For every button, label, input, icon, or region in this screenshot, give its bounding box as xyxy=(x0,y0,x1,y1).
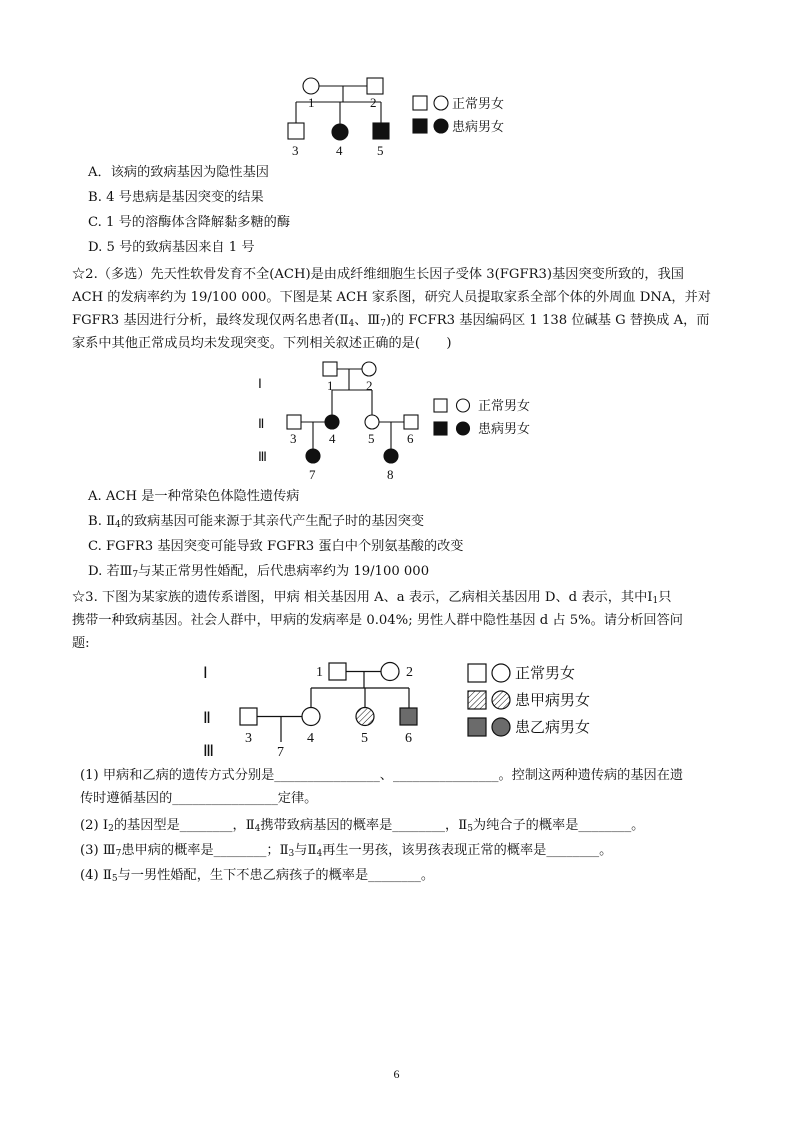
pedigree-2-gen-I: Ⅰ xyxy=(258,376,262,391)
q2-option-b-a: B. Ⅱ xyxy=(88,514,116,529)
q2-option-a: A. ACH 是一种常染色体隐性遗传病 xyxy=(88,489,300,504)
pedigree-2-label-3: 3 xyxy=(290,431,297,446)
legend-3-normal: 正常男女 xyxy=(515,666,576,682)
pedigree-3-label-7: 7 xyxy=(277,745,284,760)
q3-sub-3-d: 再生一男孩，该男孩表现正常的概率是________。 xyxy=(322,843,613,858)
pedigree-2-label-2: 2 xyxy=(366,378,373,393)
pedigree-2-label-6: 6 xyxy=(407,431,414,446)
pedigree-1-label-2: 2 xyxy=(370,95,377,110)
pedigree-1-label-4: 4 xyxy=(336,143,343,158)
q2-option-d-a: D. 若Ⅲ xyxy=(88,564,133,579)
pedigree-figure-2 xyxy=(250,356,550,486)
q3-sub-2-sub-1: 2 xyxy=(108,824,114,834)
pedigree-2-label-5: 5 xyxy=(368,431,375,446)
q3-sub-3-b: 患甲病的概率是________；Ⅱ xyxy=(121,843,289,858)
pedigree-2-gen-II: Ⅱ xyxy=(258,416,265,431)
q2-stem-line-3 xyxy=(72,309,732,332)
q3-sub-4-b: 与一男性婚配，生下不患乙病孩子的概率是________。 xyxy=(117,868,435,883)
legend-2-normal: 正常男女 xyxy=(478,398,531,413)
q3-sub-3-sub-2: 3 xyxy=(288,849,295,859)
q2-stem-line-1: ☆2.（多选）先天性软骨发育不全(ACH)是由成纤维细胞生长因子受体 3(FGFR3)基因突变所致的，我国 xyxy=(72,267,684,282)
pedigree-3-label-1: 1 xyxy=(316,665,323,680)
pedigree-3-gen-III: Ⅲ xyxy=(203,743,215,760)
q1-option-d: D. 5 号的致病基因来自 1 号 xyxy=(88,240,255,255)
q3-sub-3-a: (3) Ⅲ xyxy=(80,843,116,858)
q3-sub-1-line-2: 传时遵循基因的________________定律。 xyxy=(80,791,318,806)
q1-option-a: A．该病的致病基因为隐性基因 xyxy=(88,165,269,180)
pedigree-1-label-3: 3 xyxy=(292,143,299,158)
legend-affected: 患病男女 xyxy=(452,119,505,134)
pedigree-3-label-6: 6 xyxy=(405,731,412,746)
q1-option-b: B. 4 号患病是基因突变的结果 xyxy=(88,190,264,205)
q2-stem-sub-1: 4 xyxy=(348,319,355,329)
q2-stem-3c: )的 FCFR3 基因编码区 1 138 位碱基 G 替换成 A，而 xyxy=(385,313,710,328)
q3-sub-3-sub-1: 7 xyxy=(115,849,122,859)
pedigree-2-label-4: 4 xyxy=(329,431,336,446)
pedigree-2-label-7: 7 xyxy=(309,467,316,482)
q3-sub-4-a: (4) Ⅱ xyxy=(80,868,112,883)
legend-3-disease-a: 患甲病男女 xyxy=(515,693,591,709)
q2-stem-line-4: 家系中其他正常成员均未发现突变。下列相关叙述正确的是( ) xyxy=(72,336,452,351)
q3-sub-4-sub-1: 5 xyxy=(111,874,118,884)
q2-option-c: C. FGFR3 基因突变可能导致 FGFR3 蛋白中个别氨基酸的改变 xyxy=(88,539,464,554)
pedigree-1-label-1: 1 xyxy=(308,95,315,110)
page-number: 6 xyxy=(393,1067,400,1081)
pedigree-1-svg xyxy=(280,70,520,160)
q3-sub-1-line-1: (1) 甲病和乙病的遗传方式分别是________________、________________。控制这两种遗传病的基因在遗 xyxy=(80,768,684,783)
q2-option-d-sub: 7 xyxy=(132,570,139,580)
q3-sub-4 xyxy=(80,865,434,887)
pedigree-3-label-2: 2 xyxy=(406,665,413,680)
q3-sub-1 xyxy=(80,764,732,810)
q3-stem-line-3: 题: xyxy=(72,636,90,651)
q3-stem-line-2: 携带一种致病基因。社会人群中，甲病的发病率是 0.04%; 男性人群中隐性基因 d 占 5%。请分析回答问 xyxy=(72,613,683,628)
pedigree-3-gen-I: Ⅰ xyxy=(203,665,208,682)
q2-option-b-b: 的致病基因可能来源于其亲代产生配子时的基因突变 xyxy=(120,514,425,529)
q1-option-c: C. 1 号的溶酶体含降解黏多糖的酶 xyxy=(88,215,291,230)
legend-normal: 正常男女 xyxy=(452,96,505,111)
q2-option-d xyxy=(88,561,429,583)
q3-sub-3 xyxy=(80,840,612,862)
pedigree-figure-1 xyxy=(280,70,520,160)
legend-2-affected: 患病男女 xyxy=(478,421,531,436)
q2-stem-3a: FGFR3 基因进行分析，最终发现仅两名患者(Ⅱ xyxy=(72,313,349,328)
pedigree-3-label-5: 5 xyxy=(361,731,368,746)
q3-sub-2-a: (2) Ⅰ xyxy=(80,818,109,833)
question-3-stem xyxy=(72,586,732,655)
q3-sub-2 xyxy=(80,815,644,837)
pedigree-3-label-3: 3 xyxy=(245,731,252,746)
legend-3-disease-b: 患乙病男女 xyxy=(515,720,591,736)
pedigree-1-label-5: 5 xyxy=(377,143,384,158)
q3-sub-2-d: 为纯合子的概率是________。 xyxy=(472,818,645,833)
q3-sub-3-sub-3: 4 xyxy=(316,849,323,859)
pedigree-2-gen-III: Ⅲ xyxy=(258,449,267,464)
q3-stem-1b: 只 xyxy=(658,590,672,605)
q3-stem-1a: ☆3. 下图为某家族的遗传系谱图，甲病 相关基因用 A、a 表示，乙病相关基因用 D、d 表示，其中Ⅰ xyxy=(72,590,653,605)
q2-option-b xyxy=(88,511,424,533)
pedigree-figure-3 xyxy=(195,654,615,759)
pedigree-2-label-1: 1 xyxy=(327,378,334,393)
question-2-stem xyxy=(72,263,732,355)
pedigree-2-svg xyxy=(250,356,550,486)
pedigree-3-gen-II: Ⅱ xyxy=(203,710,211,727)
q3-sub-3-c: 与Ⅱ xyxy=(294,843,317,858)
q2-stem-3b: 、Ⅲ xyxy=(354,313,381,328)
q3-sub-2-b: 的基因型是________，Ⅱ xyxy=(113,818,255,833)
q3-sub-2-c: 携带致病基因的概率是________，Ⅱ xyxy=(260,818,468,833)
q2-option-d-b: 与某正常男性婚配，后代患病率约为 19/100 000 xyxy=(138,564,430,579)
q2-stem-line-2: ACH 的发病率约为 19/100 000。下图是某 ACH 家系图，研究人员提取家系全部个体的外周血 DNA，并对 xyxy=(72,290,711,305)
q3-sub-2-sub-3: 5 xyxy=(467,824,473,834)
q3-stem-sub: 1 xyxy=(652,596,659,606)
pedigree-3-label-4: 4 xyxy=(307,731,314,746)
q3-stem-line-1 xyxy=(72,586,732,609)
q2-option-b-sub: 4 xyxy=(115,520,121,530)
pedigree-2-label-8: 8 xyxy=(387,467,394,482)
pedigree-3-svg xyxy=(195,654,615,759)
q3-sub-2-sub-2: 4 xyxy=(254,824,261,834)
q2-stem-sub-2: 7 xyxy=(380,319,386,329)
